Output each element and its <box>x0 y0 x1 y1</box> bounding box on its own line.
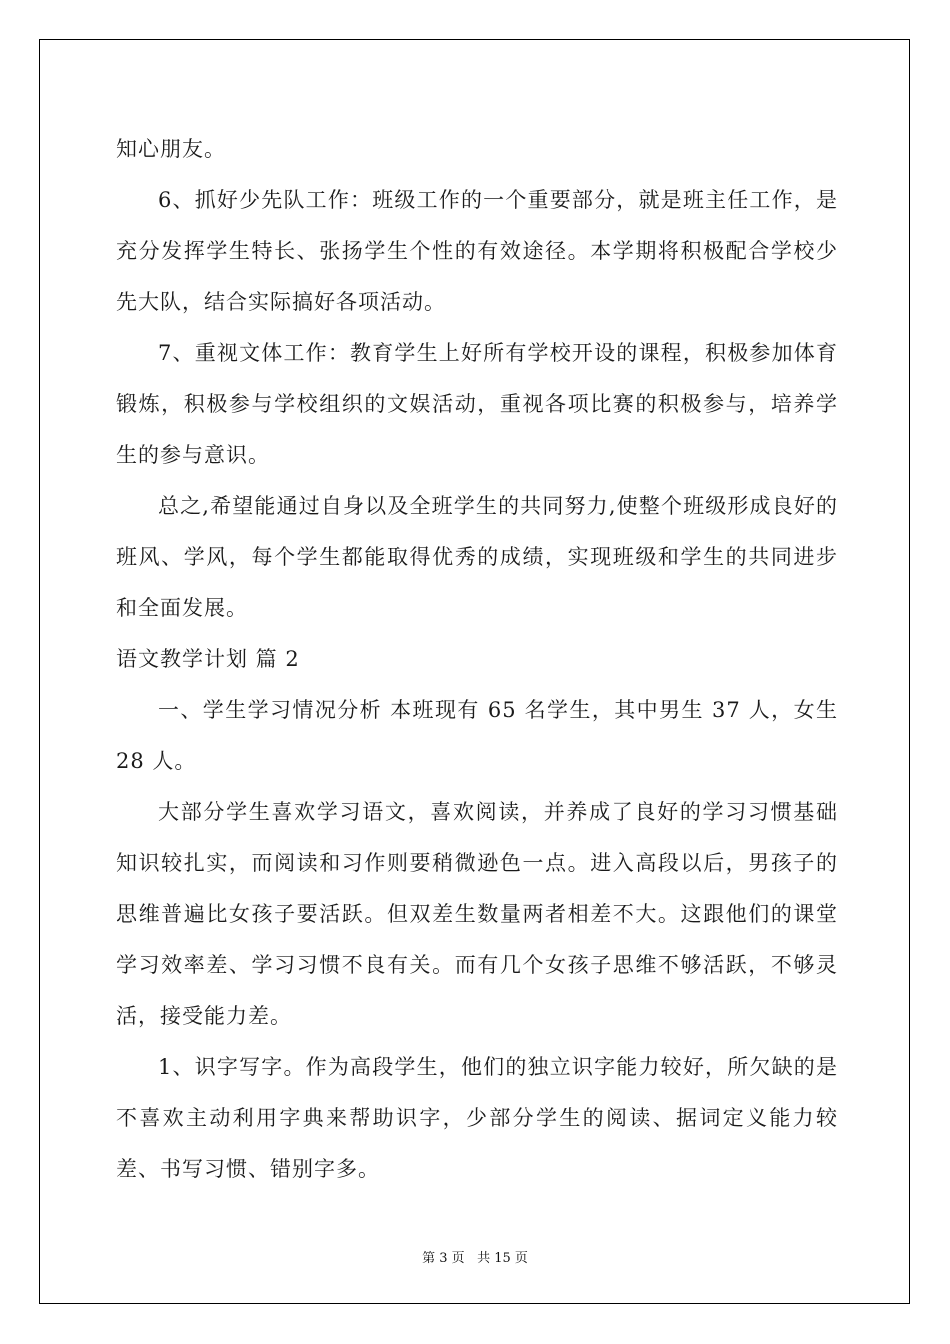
paragraph-student-analysis: 一、学生学习情况分析 本班现有 65 名学生，其中男生 37 人，女生 28 人。 <box>116 698 838 773</box>
page-total: 共 15 页 <box>477 1251 528 1266</box>
paragraph-item-6: 6、抓好少先队工作：班级工作的一个重要部分，就是班主任工作，是充分发挥学生特长、张扬学生个性的有效途径。本学期将积极配合学校少先大队，结合实际搞好各项活动。 <box>116 188 838 314</box>
paragraph-continuation: 知心朋友。 <box>116 137 226 161</box>
page-footer <box>0 1247 950 1266</box>
paragraph-item-7: 7、重视文体工作：教育学生上好所有学校开设的课程，积极参加体育锻炼，积极参与学校组织的文娱活动，重视各项比赛的积极参与，培养学生的参与意识。 <box>116 341 838 467</box>
page-number: 第 3 页 <box>422 1251 465 1266</box>
paragraph-student-detail: 大部分学生喜欢学习语文，喜欢阅读，并养成了良好的学习习惯基础知识较扎实，而阅读和习作则要稍微逊色一点。进入高段以后，男孩子的思维普遍比女孩子要活跃。但双差生数量两者相差不大。这跟他们的课堂学习效率差、学习习惯不良有关。而有几个女孩子思维不够活跃，不够灵活，接受能力差。 <box>116 800 838 1028</box>
document-body <box>116 124 838 1195</box>
paragraph-literacy: 1、识字写字。作为高段学生，他们的独立识字能力较好，所欠缺的是不喜欢主动利用字典来帮助识字，少部分学生的阅读、据词定义能力较差、书写习惯、错别字多。 <box>116 1055 838 1181</box>
paragraph-summary: 总之,希望能通过自身以及全班学生的共同努力,使整个班级形成良好的班风、学风，每个学生都能取得优秀的成绩，实现班级和学生的共同进步和全面发展。 <box>116 494 838 620</box>
section-heading: 语文教学计划 篇 2 <box>116 647 300 671</box>
